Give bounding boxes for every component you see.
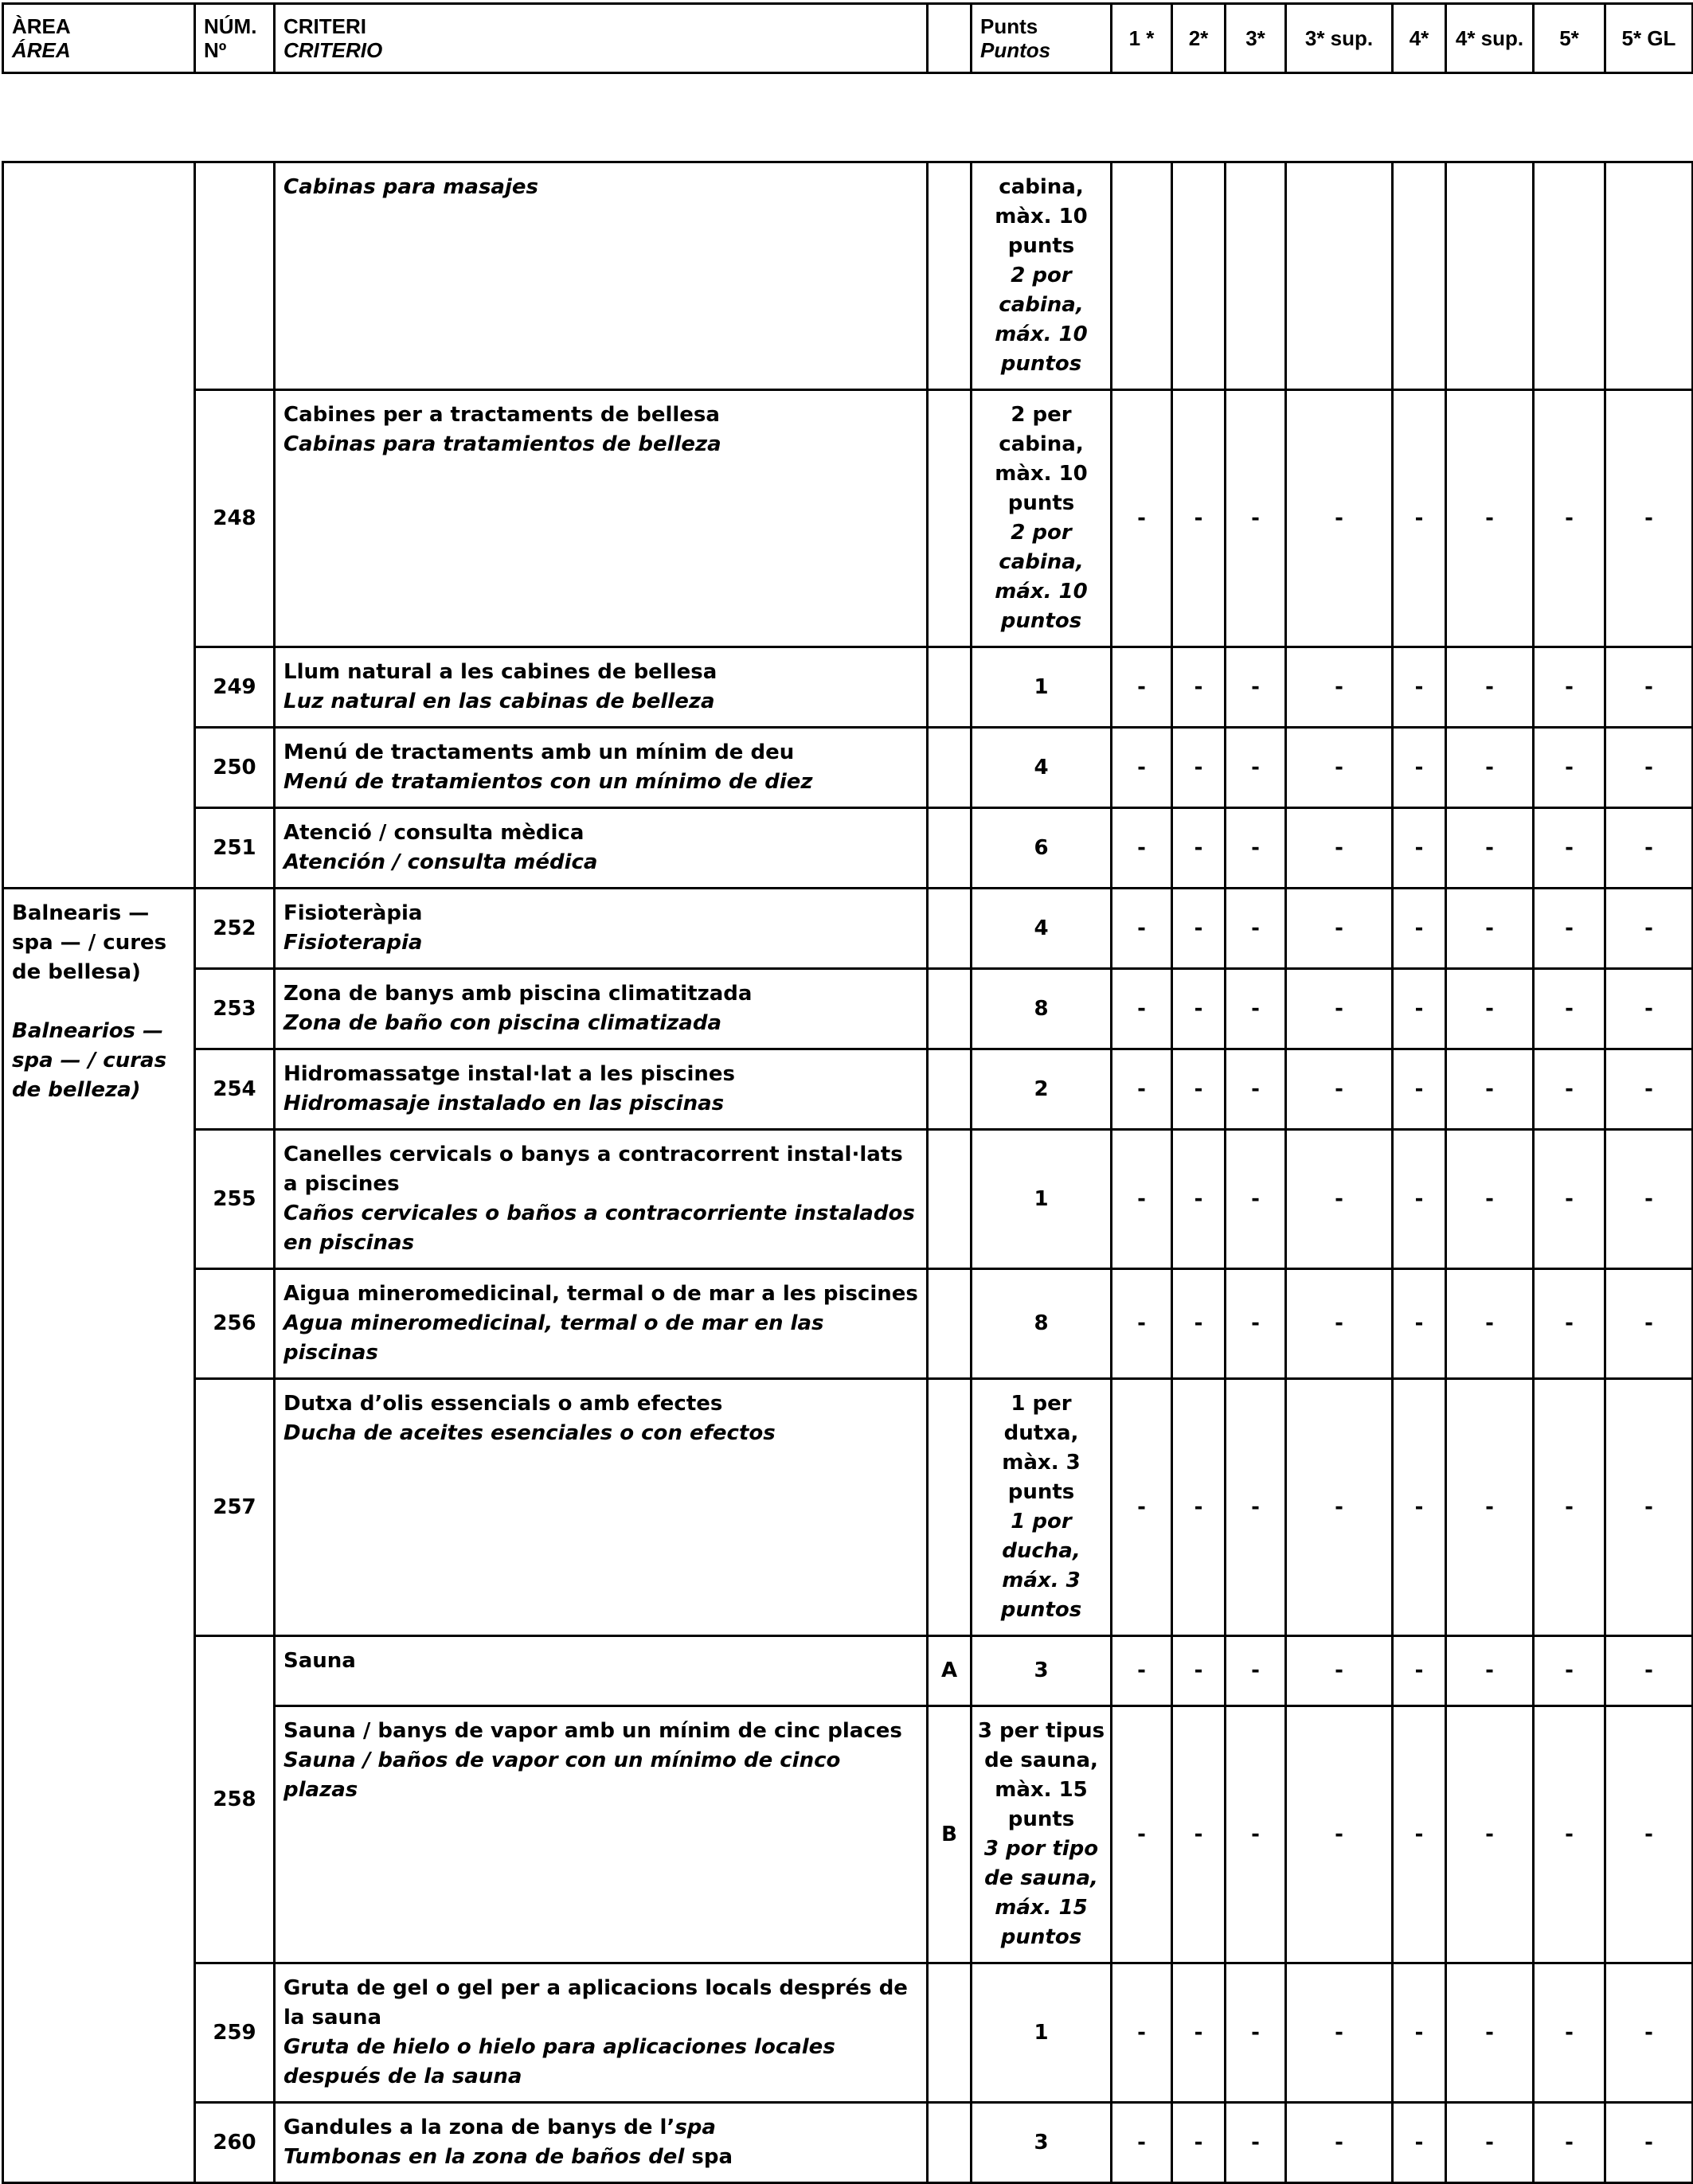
points-ca: 8 — [1034, 996, 1049, 1021]
points-ca: 3 per tipus — [977, 1719, 1105, 1743]
category-mark: - — [1226, 1049, 1286, 1130]
table-header — [2, 2, 1693, 74]
header-cat-1: 1 * — [1112, 4, 1172, 73]
points-ca: dutxa, — [1003, 1421, 1079, 1445]
criterion-text — [275, 1706, 928, 1963]
points-ca: cabina, — [999, 175, 1084, 199]
category-mark: - — [1446, 728, 1534, 808]
points-ca: cabina, — [999, 432, 1084, 456]
header-option — [928, 4, 972, 73]
category-mark: - — [1172, 1379, 1226, 1636]
category-mark: - — [1534, 647, 1605, 728]
category-mark: - — [1172, 1636, 1226, 1706]
category-mark: - — [1226, 808, 1286, 889]
criterion-ca: Gruta de gel o gel per a aplicacions locals després de la sauna — [283, 1976, 908, 2030]
criterion-text — [275, 1636, 928, 1706]
category-mark: - — [1534, 1379, 1605, 1636]
category-mark: - — [1226, 1636, 1286, 1706]
table-row — [3, 1379, 1693, 1636]
category-mark: - — [1112, 808, 1172, 889]
points-ca: punts — [1007, 491, 1075, 515]
criterion-ca: Llum natural a les cabines de bellesa — [283, 660, 717, 684]
points-es: máx. 10 — [995, 580, 1088, 604]
category-mark: - — [1605, 728, 1693, 808]
category-mark — [1534, 162, 1605, 390]
criterion-es: Hidromasaje instalado en las piscinas — [283, 1092, 725, 1115]
points-ca: 6 — [1034, 835, 1049, 860]
category-mark: - — [1446, 2103, 1534, 2183]
header-cat-5: 5* — [1534, 4, 1605, 73]
points-ca: 3 — [1034, 2130, 1049, 2155]
area-cell — [3, 889, 195, 2183]
category-mark: - — [1446, 1130, 1534, 1269]
category-mark: - — [1112, 1636, 1172, 1706]
table-row — [3, 1269, 1693, 1379]
criterion-es: Tumbonas en la zona de baños del spa — [283, 2145, 733, 2169]
points-cell — [972, 1130, 1112, 1269]
table-row — [3, 2103, 1693, 2183]
category-mark: - — [1226, 390, 1286, 647]
category-mark: - — [1393, 1636, 1446, 1706]
points-es: máx. 15 — [995, 1896, 1088, 1920]
category-mark: - — [1446, 1379, 1534, 1636]
table-row — [3, 889, 1693, 969]
criterion-es: Atención / consulta médica — [283, 850, 598, 874]
header-area-es: ÁREA — [12, 38, 71, 62]
points-ca: 3 — [1034, 1659, 1049, 1682]
category-mark: - — [1534, 889, 1605, 969]
category-mark: - — [1112, 2103, 1172, 2183]
header-cat-2: 2* — [1172, 4, 1226, 73]
header-area-ca: ÀREA — [12, 14, 71, 38]
category-mark: - — [1605, 889, 1693, 969]
category-mark: - — [1605, 1963, 1693, 2103]
points-cell — [972, 808, 1112, 889]
category-mark: - — [1393, 647, 1446, 728]
category-mark: - — [1393, 1049, 1446, 1130]
points-es: de sauna, — [984, 1866, 1098, 1890]
criterion-ca: Menú de tractaments amb un mínim de deu — [283, 740, 795, 764]
points-ca: màx. 15 — [995, 1778, 1088, 1802]
option-letter — [928, 162, 972, 390]
option-letter — [928, 1379, 972, 1636]
category-mark: - — [1172, 808, 1226, 889]
points-ca: màx. 10 — [995, 462, 1088, 486]
category-mark: - — [1226, 2103, 1286, 2183]
category-mark: - — [1112, 728, 1172, 808]
category-mark: - — [1112, 390, 1172, 647]
category-mark: - — [1446, 808, 1534, 889]
points-es: ducha, — [1002, 1539, 1081, 1563]
category-mark: - — [1534, 1269, 1605, 1379]
criterion-ca: Cabines per a tractaments de bellesa — [283, 403, 720, 427]
criterion-text — [275, 889, 928, 969]
criterion-es: Sauna / baños de vapor con un mínimo de cinco plazas — [283, 1748, 841, 1802]
criteria-table — [2, 161, 1693, 2184]
category-mark: - — [1226, 728, 1286, 808]
category-mark: - — [1393, 728, 1446, 808]
header-num-ca: NÚM. — [204, 14, 257, 38]
criterion-text — [275, 1130, 928, 1269]
points-cell — [972, 1636, 1112, 1706]
category-mark: - — [1534, 2103, 1605, 2183]
criterion-text — [275, 162, 928, 390]
criterion-text — [275, 969, 928, 1049]
points-es: puntos — [1000, 1598, 1082, 1622]
category-mark: - — [1172, 1963, 1226, 2103]
category-mark: - — [1112, 1379, 1172, 1636]
category-mark: - — [1534, 1636, 1605, 1706]
table-row — [3, 1130, 1693, 1269]
category-mark: - — [1446, 969, 1534, 1049]
category-mark: - — [1172, 390, 1226, 647]
points-es: 2 por — [1011, 264, 1072, 287]
category-mark: - — [1393, 1963, 1446, 2103]
criterion-number: 258 — [195, 1636, 275, 1963]
criterion-ca: Hidromassatge instal·lat a les piscines — [283, 1062, 736, 1086]
category-mark: - — [1172, 1269, 1226, 1379]
category-mark: - — [1172, 1130, 1226, 1269]
points-es: 1 por — [1011, 1510, 1072, 1533]
category-mark: - — [1446, 1963, 1534, 2103]
category-mark: - — [1226, 969, 1286, 1049]
table-row — [3, 969, 1693, 1049]
category-mark — [1446, 162, 1534, 390]
points-cell — [972, 969, 1112, 1049]
category-mark: - — [1172, 647, 1226, 728]
criterion-es: Cabinas para tratamientos de belleza — [283, 432, 721, 456]
criterion-number: 259 — [195, 1963, 275, 2103]
category-mark: - — [1226, 1963, 1286, 2103]
category-mark: - — [1393, 1269, 1446, 1379]
criterion-es: Zona de baño con piscina climatizada — [283, 1011, 722, 1035]
criterion-es: Fisioterapia — [283, 931, 423, 955]
category-mark: - — [1446, 1636, 1534, 1706]
category-mark: - — [1112, 647, 1172, 728]
points-ca: 4 — [1034, 916, 1049, 940]
criterion-es: Caños cervicales o baños a contracorriente instalados en piscinas — [283, 1201, 915, 1255]
option-letter — [928, 1049, 972, 1130]
criterion-ca: Canelles cervicals o banys a contracorrent instal·lats a piscines — [283, 1143, 903, 1196]
points-ca: 2 — [1034, 1076, 1049, 1101]
criterion-text — [275, 647, 928, 728]
category-mark — [1605, 162, 1693, 390]
criterion-ca: Zona de banys amb piscina climatitzada — [283, 982, 753, 1006]
category-mark: - — [1112, 1963, 1172, 2103]
category-mark: - — [1286, 1963, 1393, 2103]
points-cell — [972, 728, 1112, 808]
category-mark: - — [1112, 969, 1172, 1049]
category-mark: - — [1286, 1706, 1393, 1963]
category-mark: - — [1393, 1130, 1446, 1269]
category-mark: - — [1112, 1049, 1172, 1130]
category-mark: - — [1112, 1130, 1172, 1269]
points-ca: punts — [1007, 234, 1075, 258]
criterion-number: 248 — [195, 390, 275, 647]
points-ca: de sauna, — [984, 1748, 1098, 1772]
category-mark: - — [1286, 728, 1393, 808]
option-letter — [928, 808, 972, 889]
header-area — [3, 4, 195, 73]
header-criterion — [275, 4, 928, 73]
header-cat-5gl: 5* GL — [1605, 4, 1693, 73]
option-letter — [928, 1130, 972, 1269]
points-es: máx. 3 — [1002, 1569, 1081, 1592]
option-letter — [928, 728, 972, 808]
category-mark: - — [1286, 1049, 1393, 1130]
points-cell — [972, 1963, 1112, 2103]
points-es: puntos — [1000, 1925, 1082, 1949]
header-num-es: Nº — [204, 38, 227, 62]
category-mark: - — [1286, 647, 1393, 728]
category-mark: - — [1393, 969, 1446, 1049]
header-points-ca: Punts — [980, 14, 1038, 38]
criterion-number: 256 — [195, 1269, 275, 1379]
category-mark: - — [1226, 1269, 1286, 1379]
points-ca: màx. 10 — [995, 205, 1088, 229]
category-mark: - — [1534, 1963, 1605, 2103]
points-es: cabina, — [999, 293, 1084, 317]
category-mark: - — [1226, 1379, 1286, 1636]
points-es: máx. 10 — [995, 322, 1088, 346]
criterion-ca: Gandules a la zona de banys de l’spa — [283, 2116, 716, 2139]
criterion-number: 257 — [195, 1379, 275, 1636]
points-es: puntos — [1000, 609, 1082, 633]
category-mark: - — [1393, 390, 1446, 647]
category-mark: - — [1446, 390, 1534, 647]
points-ca: 4 — [1034, 755, 1049, 779]
criterion-number — [195, 162, 275, 390]
header-cat-4sup: 4* sup. — [1446, 4, 1534, 73]
header-cat-3sup: 3* sup. — [1286, 4, 1393, 73]
criterion-number: 252 — [195, 889, 275, 969]
category-mark: - — [1534, 808, 1605, 889]
category-mark: - — [1112, 889, 1172, 969]
option-letter — [928, 889, 972, 969]
category-mark: - — [1534, 969, 1605, 1049]
criterion-number: 254 — [195, 1049, 275, 1130]
criterion-ca: Aigua mineromedicinal, termal o de mar a les piscines — [283, 1282, 918, 1306]
category-mark: - — [1446, 889, 1534, 969]
header-num — [195, 4, 275, 73]
criterion-number: 251 — [195, 808, 275, 889]
area-label-ca: Balnearis —spa — / cures de bellesa) — [12, 901, 167, 984]
category-mark: - — [1605, 969, 1693, 1049]
table-row — [3, 1963, 1693, 2103]
category-mark: - — [1286, 1130, 1393, 1269]
category-mark: - — [1534, 1706, 1605, 1963]
points-ca: 1 — [1034, 2020, 1049, 2045]
area-label-es: Balnearios —spa — / curas de belleza) — [12, 1019, 167, 1102]
table-row — [3, 808, 1693, 889]
category-mark: - — [1446, 647, 1534, 728]
header-criterion-es: CRITERIO — [283, 38, 383, 62]
points-cell — [972, 390, 1112, 647]
category-mark: - — [1605, 647, 1693, 728]
points-cell — [972, 1706, 1112, 1963]
header-points-es: Puntos — [980, 38, 1051, 62]
category-mark: - — [1605, 1706, 1693, 1963]
criterion-ca: Sauna — [283, 1649, 356, 1673]
category-mark: - — [1286, 1269, 1393, 1379]
category-mark: - — [1286, 808, 1393, 889]
criterion-es: Ducha de aceites esenciales o con efectos — [283, 1421, 776, 1445]
criterion-number: 250 — [195, 728, 275, 808]
table-row — [3, 647, 1693, 728]
category-mark: - — [1534, 728, 1605, 808]
category-mark: - — [1286, 390, 1393, 647]
criterion-text — [275, 1049, 928, 1130]
category-mark — [1112, 162, 1172, 390]
category-mark: - — [1226, 889, 1286, 969]
category-mark: - — [1172, 728, 1226, 808]
criterion-text — [275, 1379, 928, 1636]
points-cell — [972, 889, 1112, 969]
category-mark: - — [1286, 889, 1393, 969]
category-mark: - — [1534, 1049, 1605, 1130]
category-mark — [1172, 162, 1226, 390]
category-mark: - — [1605, 1130, 1693, 1269]
points-ca: 8 — [1034, 1311, 1049, 1335]
category-mark: - — [1393, 1706, 1446, 1963]
option-letter — [928, 1963, 972, 2103]
category-mark: - — [1446, 1269, 1534, 1379]
category-mark — [1393, 162, 1446, 390]
points-cell — [972, 2103, 1112, 2183]
header-cat-3: 3* — [1226, 4, 1286, 73]
area-gap — [12, 987, 186, 1017]
points-cell — [972, 1049, 1112, 1130]
criterion-number: 249 — [195, 647, 275, 728]
points-ca: màx. 3 — [1002, 1451, 1081, 1475]
points-es: 2 por — [1011, 521, 1072, 545]
criterion-es: Gruta de hielo o hielo para aplicaciones locales después de la sauna — [283, 2035, 835, 2088]
points-ca: punts — [1007, 1807, 1075, 1831]
points-cell — [972, 1269, 1112, 1379]
category-mark: - — [1172, 2103, 1226, 2183]
category-mark: - — [1605, 1636, 1693, 1706]
table-row — [3, 390, 1693, 647]
category-mark: - — [1605, 1379, 1693, 1636]
area-cell-top — [3, 162, 195, 889]
header-criterion-ca: CRITERI — [283, 14, 366, 38]
option-letter — [928, 969, 972, 1049]
header-points — [972, 4, 1112, 73]
criterion-ca: Dutxa d’olis essencials o amb efectes — [283, 1392, 723, 1416]
criterion-text — [275, 728, 928, 808]
criterion-es: Cabinas para masajes — [283, 175, 538, 199]
option-letter: A — [928, 1636, 972, 1706]
criterion-es: Menú de tratamientos con un mínimo de diez — [283, 770, 813, 794]
criterion-number: 260 — [195, 2103, 275, 2183]
criterion-text — [275, 390, 928, 647]
category-mark: - — [1112, 1706, 1172, 1963]
category-mark: - — [1172, 969, 1226, 1049]
option-letter — [928, 647, 972, 728]
criterion-text — [275, 808, 928, 889]
option-letter — [928, 1269, 972, 1379]
points-ca: punts — [1007, 1480, 1075, 1504]
points-cell — [972, 162, 1112, 390]
points-ca: 1 per — [1011, 1392, 1072, 1416]
criterion-text — [275, 2103, 928, 2183]
criterion-ca: Fisioteràpia — [283, 901, 423, 925]
category-mark: - — [1534, 390, 1605, 647]
points-es: puntos — [1000, 352, 1082, 376]
category-mark: - — [1172, 889, 1226, 969]
points-es: cabina, — [999, 550, 1084, 574]
criterion-ca: Sauna / banys de vapor amb un mínim de cinc places — [283, 1719, 902, 1743]
option-letter — [928, 390, 972, 647]
criterion-text — [275, 1269, 928, 1379]
category-mark: - — [1534, 1130, 1605, 1269]
points-cell — [972, 1379, 1112, 1636]
category-mark: - — [1286, 969, 1393, 1049]
header-cat-4: 4* — [1393, 4, 1446, 73]
points-ca: 2 per — [1011, 403, 1072, 427]
category-mark: - — [1605, 1049, 1693, 1130]
table-row — [3, 1636, 1693, 1706]
category-mark: - — [1226, 1130, 1286, 1269]
category-mark: - — [1286, 1636, 1393, 1706]
table-row — [3, 728, 1693, 808]
points-ca: 1 — [1034, 1186, 1049, 1211]
category-mark: - — [1226, 1706, 1286, 1963]
category-mark: - — [1286, 2103, 1393, 2183]
category-mark: - — [1393, 889, 1446, 969]
category-mark: - — [1393, 1379, 1446, 1636]
category-mark: - — [1226, 647, 1286, 728]
category-mark: - — [1605, 2103, 1693, 2183]
criterion-es: Agua mineromedicinal, termal o de mar en las piscinas — [283, 1311, 824, 1365]
category-mark: - — [1446, 1706, 1534, 1963]
category-mark: - — [1605, 808, 1693, 889]
points-es: 3 por tipo — [983, 1837, 1099, 1861]
category-mark: - — [1172, 1706, 1226, 1963]
category-mark: - — [1393, 2103, 1446, 2183]
points-ca: 1 — [1034, 674, 1049, 699]
criterion-text — [275, 1963, 928, 2103]
category-mark — [1286, 162, 1393, 390]
criterion-number: 255 — [195, 1130, 275, 1269]
table-row — [3, 162, 1693, 390]
category-mark: - — [1112, 1269, 1172, 1379]
category-mark: - — [1286, 1379, 1393, 1636]
points-cell — [972, 647, 1112, 728]
criterion-es: Luz natural en las cabinas de belleza — [283, 690, 715, 713]
category-mark: - — [1393, 808, 1446, 889]
criterion-ca: Atenció / consulta mèdica — [283, 821, 585, 845]
category-mark: - — [1605, 1269, 1693, 1379]
option-letter — [928, 2103, 972, 2183]
table-row — [3, 1049, 1693, 1130]
criterion-number: 253 — [195, 969, 275, 1049]
category-mark: - — [1172, 1049, 1226, 1130]
category-mark: - — [1605, 390, 1693, 647]
option-letter: B — [928, 1706, 972, 1963]
category-mark — [1226, 162, 1286, 390]
category-mark: - — [1446, 1049, 1534, 1130]
